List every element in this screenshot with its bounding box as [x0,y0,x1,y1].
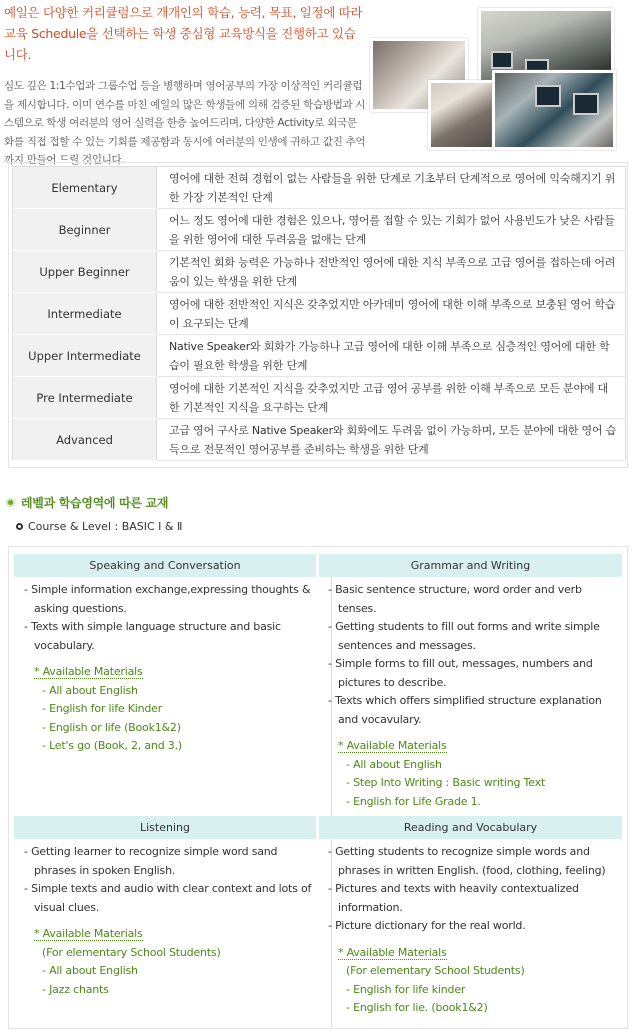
material-item: - English for life kinder [346,982,466,996]
reading-header: Reading and Vocabulary [319,816,622,839]
list-item: - Pictures and texts with heavily contextualized information. [328,882,579,914]
available-materials-label: * Available Materials [34,665,143,678]
material-item: - Let's go (Book, 2, and 3.) [42,739,182,752]
classroom-photo-3 [428,80,498,150]
ring-bullet-icon [16,523,23,530]
material-item: - English for life Kinder [42,702,163,715]
level-description: 영어에 대한 전혀 경험이 없는 사람들을 위한 단계로 기초부터 단계적으로 영어에 익숙해지기 위한 가장 기본적인 단계 [157,167,626,209]
table-row [13,209,626,251]
list-item: - Texts with simple language structure and basic vocabulary. [24,620,281,652]
table-row [13,335,626,377]
material-item: - All about English [42,683,138,697]
level-description: 고급 영어 구사로 Native Speaker와 회화에도 두려움 없이 가능하며, 모든 분야에 대한 영어 습득으로 전문적인 영어공부를 준비하는 학생을 위한 단계 [157,419,626,461]
grammar-header: Grammar and Writing [319,554,622,577]
table-row [13,419,626,461]
course-level [16,520,182,533]
level-description: 영어에 대한 전반적인 지식은 갖추었지만 아카데미 영어에 대한 이해 부족으로 보충된 영어 학습이 요구되는 단계 [157,293,626,335]
materials-note: (For elementary School Students) [42,945,221,959]
classroom-photo-4 [492,70,616,150]
photo-collage [370,8,622,148]
intro-section [4,2,366,170]
level-name: Beginner [13,209,157,251]
circle-bullet-icon [6,498,15,507]
material-item: - All about English [42,964,138,977]
speaking-header: Speaking and Conversation [14,554,316,577]
speaking-cell [20,581,316,756]
list-item: - Simple forms to fill out, messages, numbers and pictures to describe. [328,657,593,689]
section-heading [6,494,168,511]
level-name: Upper Beginner [13,251,157,293]
material-item: - English or life (Book1&2) [42,720,181,734]
grammar-cell [324,581,620,811]
material-item: - Jazz chants [42,982,109,996]
available-materials-label: * Available Materials [338,945,447,959]
table-row [13,293,626,335]
list-item: - Simple texts and audio with clear context and lots of visual clues. [24,882,312,914]
listening-header: Listening [14,816,316,839]
material-item: - English for Life Grade 1. [346,794,481,808]
level-description: 어느 정도 영어에 대한 경험은 있으나, 영어를 접할 수 있는 기회가 없어 사용빈도가 낮은 사람들을 위한 영어에 대한 두려움을 없애는 단계 [157,209,626,251]
level-name: Elementary [13,167,157,209]
level-name: Upper Intermediate [13,335,157,377]
material-item: - English for lie. (book1&2) [346,1001,488,1014]
list-item: - Getting students to fill out forms and write simple sentences and messages. [328,620,600,652]
level-table [12,166,626,461]
level-description: Native Speaker와 회화가 가능하나 고급 영어에 대한 이해 부족으로 심층적인 영어에 대한 학습이 필요한 학생을 위한 단계 [157,335,626,377]
reading-cell [324,843,620,1018]
intro-lead: 예일은 다양한 커리큘럼으로 개개인의 학습, 능력, 목표, 일정에 따라 교육 Schedule을 선택하는 학생 중심형 교육방식을 진행하고 있습니다. [4,5,363,62]
list-item: - Texts which offers simplified structure explanation and vocavulary. [328,694,602,726]
intro-body: 심도 깊은 1:1수업과 그룹수업 등을 병행하며 영어공부의 가장 이상적인 커리큘럼을 제시합니다. 이미 연수를 마친 예일의 많은 학생들에 의해 검증된 학습방법과 시스템으로 학생 여러분의 영어 실력을 한층 높여드리며, 다양한 Activity로 외국문화를 직접 접할 수 있는 기회를 제공함과 동시에 여러분의 인생에 귀하고 값진 추억까지 만들어 드릴 것입니다. [4,80,366,166]
level-description: 기본적인 회화 능력은 가능하나 전반적인 영어에 대한 지식 부족으로 고급 영어를 접하는데 어려움이 있는 학생을 위한 단계 [157,251,626,293]
table-row [13,167,626,209]
materials-note: (For elementary School Students) [346,964,525,977]
list-item: - Getting students to recognize simple words and phrases in written English. (food, clothing, feeling) [328,845,606,877]
section-title: 레벨과 학습영역에 따른 교재 [21,496,169,510]
level-name: Intermediate [13,293,157,335]
level-name: Pre Intermediate [13,377,157,419]
table-row [13,377,626,419]
material-item: - Step Into Writing : Basic writing Text [346,776,546,789]
level-name: Advanced [13,419,157,461]
level-description: 영어에 대한 기본적인 지식을 갖추었지만 고급 영어 공부를 위한 이해 부족으로 모든 분야에 대한 기본적인 지식을 요구하는 단계 [157,377,626,419]
list-item: - Simple information exchange,expressing thoughts & asking questions. [24,583,311,615]
table-row [13,251,626,293]
available-materials-label: * Available Materials [338,739,447,752]
list-item: - Basic sentence structure, word order and verb tenses. [328,583,582,615]
course-level-label: Course & Level : BASIC Ⅰ & Ⅱ [28,520,183,533]
material-item: - All about English [346,757,442,771]
list-item: - Picture dictionary for the real world. [328,919,526,932]
listening-cell [20,843,316,999]
available-materials-label: * Available Materials [34,927,143,940]
list-item: - Getting learner to recognize simple word sand phrases in spoken English. [24,845,278,877]
